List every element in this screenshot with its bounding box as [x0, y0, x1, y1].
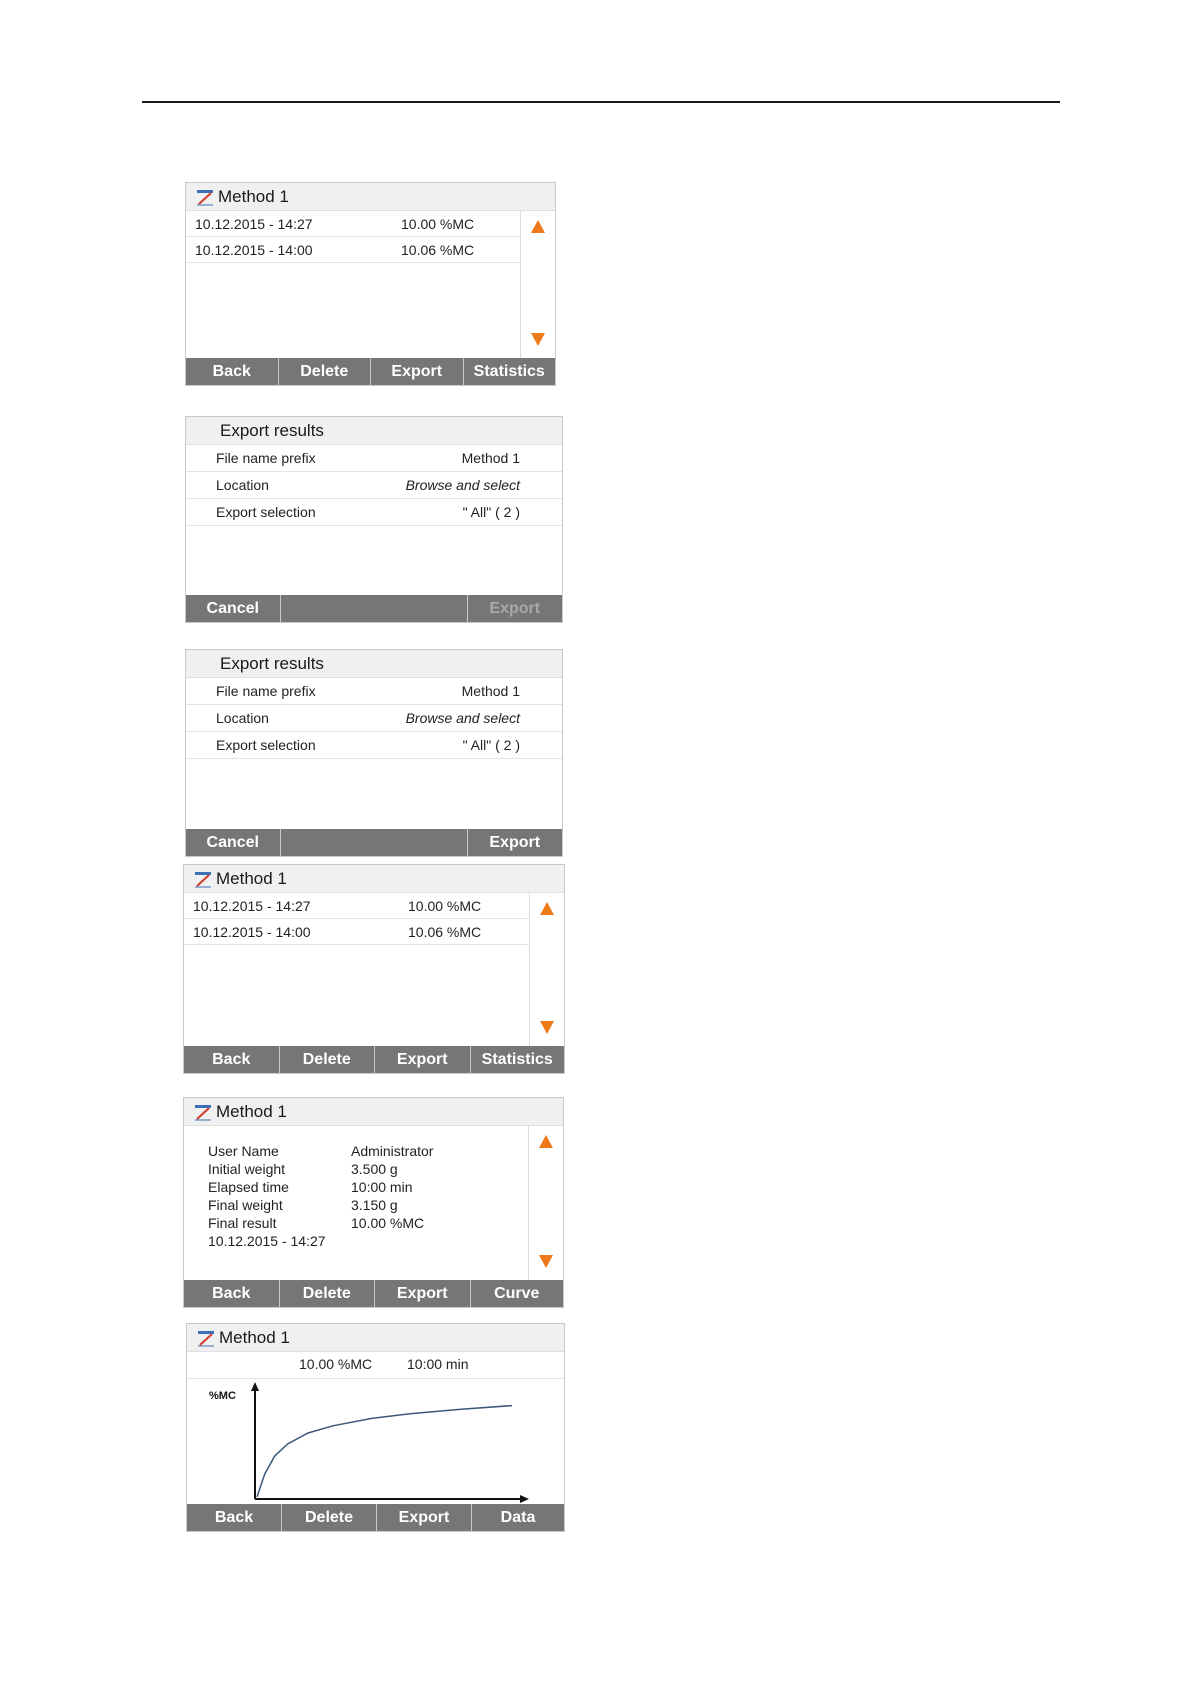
result-value: 10.00 %MC: [408, 897, 482, 914]
row-label: Location: [216, 710, 269, 726]
row-value: Method 1: [461, 450, 520, 466]
button-bar: [184, 1046, 564, 1073]
export-button[interactable]: Export: [489, 833, 541, 851]
screen-header: [187, 1324, 564, 1352]
y-axis-label: %MC: [209, 1390, 236, 1402]
screen-header: [186, 183, 555, 211]
drying-curve-line: [257, 1406, 512, 1497]
final-result-value: 10.00 %MC: [351, 1215, 425, 1231]
drying-curve-chart: [187, 1379, 564, 1506]
result-datetime: 10.12.2015 - 14:00: [193, 923, 311, 940]
row-value: Browse and select: [405, 710, 520, 726]
curve-button[interactable]: Curve: [494, 1284, 540, 1302]
row-label: File name prefix: [216, 450, 316, 466]
scrollbar[interactable]: [520, 211, 555, 358]
delete-button[interactable]: Delete: [280, 1280, 376, 1307]
button-bar: [186, 595, 562, 622]
y-axis-arrow-icon: [251, 1382, 259, 1391]
elapsed-time-label: Elapsed time: [208, 1179, 289, 1195]
cancel-button[interactable]: Cancel: [186, 595, 281, 622]
result-datetime: 10.12.2015 - 14:27: [208, 1233, 326, 1249]
result-row[interactable]: [184, 893, 530, 919]
screen-title: Method 1: [216, 1101, 287, 1121]
final-result-label: Final result: [208, 1215, 277, 1231]
delete-button[interactable]: Delete: [280, 1046, 376, 1073]
row-label: Export selection: [216, 737, 316, 753]
elapsed-time-value: 10:00 min: [407, 1356, 469, 1372]
export-dialog-screen-disabled: [185, 416, 563, 623]
detail-values: [351, 1142, 433, 1232]
result-value: 10.06 %MC: [401, 241, 475, 258]
file-name-prefix-row[interactable]: [186, 445, 562, 472]
delete-button[interactable]: Delete: [279, 358, 372, 385]
curve-summary-row: [187, 1352, 564, 1379]
button-spacer: [281, 595, 468, 622]
method-edit-icon: [197, 1329, 215, 1347]
statistics-button[interactable]: Statistics: [473, 362, 545, 380]
dialog-header: [186, 417, 562, 445]
export-button[interactable]: Export: [371, 358, 464, 385]
export-dialog-screen-enabled: [185, 649, 563, 857]
dialog-title: Export results: [220, 420, 324, 440]
result-datetime: 10.12.2015 - 14:27: [193, 897, 311, 914]
scroll-up-icon[interactable]: [540, 902, 554, 915]
dialog-header: [186, 650, 562, 678]
result-datetime: 10.12.2015 - 14:27: [195, 215, 313, 232]
row-value: Browse and select: [405, 477, 520, 493]
detail-labels: [208, 1142, 326, 1250]
screen-title: Method 1: [219, 1327, 290, 1347]
row-label: File name prefix: [216, 683, 316, 699]
row-value: " All" ( 2 ): [462, 504, 520, 520]
results-list-screen-2: [183, 864, 565, 1074]
result-row[interactable]: [186, 237, 521, 263]
row-label: Export selection: [216, 504, 316, 520]
screen-header: [184, 1098, 563, 1126]
scroll-down-icon[interactable]: [540, 1021, 554, 1034]
user-name-value: Administrator: [351, 1143, 434, 1159]
final-result-value: 10.00 %MC: [299, 1356, 373, 1372]
scrollbar[interactable]: [528, 1126, 563, 1280]
method-edit-icon: [194, 1103, 212, 1121]
final-weight-value: 3.150 g: [351, 1197, 398, 1213]
scroll-up-icon[interactable]: [539, 1135, 553, 1148]
x-axis-arrow-icon: [520, 1495, 529, 1503]
header-rule: [142, 101, 1060, 103]
export-button[interactable]: Export: [375, 1046, 471, 1073]
button-bar: [186, 829, 562, 856]
result-row[interactable]: [184, 919, 530, 945]
export-button-disabled: Export: [489, 599, 541, 617]
export-button[interactable]: Export: [377, 1504, 472, 1531]
button-bar: [184, 1280, 563, 1307]
row-value: " All" ( 2 ): [462, 737, 520, 753]
row-value: Method 1: [461, 683, 520, 699]
screen-header: [184, 865, 564, 893]
result-datetime: 10.12.2015 - 14:00: [195, 241, 313, 258]
result-value: 10.00 %MC: [401, 215, 475, 232]
initial-weight-value: 3.500 g: [351, 1161, 398, 1177]
location-row[interactable]: [186, 705, 562, 732]
result-row[interactable]: [186, 211, 521, 237]
cancel-button[interactable]: Cancel: [186, 829, 281, 856]
final-weight-label: Final weight: [208, 1197, 283, 1213]
file-name-prefix-row[interactable]: [186, 678, 562, 705]
back-button[interactable]: Back: [184, 1280, 280, 1307]
location-row[interactable]: [186, 472, 562, 499]
delete-button[interactable]: Delete: [282, 1504, 377, 1531]
screen-title: Method 1: [218, 186, 289, 206]
initial-weight-label: Initial weight: [208, 1161, 286, 1177]
elapsed-time-value: 10:00 min: [351, 1179, 413, 1195]
statistics-button[interactable]: Statistics: [481, 1050, 553, 1068]
back-button[interactable]: Back: [187, 1504, 282, 1531]
scroll-down-icon[interactable]: [531, 333, 545, 346]
method-edit-icon: [194, 870, 212, 888]
scroll-up-icon[interactable]: [531, 220, 545, 233]
export-button[interactable]: Export: [375, 1280, 471, 1307]
result-detail-screen: [183, 1097, 564, 1308]
button-spacer: [281, 829, 468, 856]
results-list-screen-1: [185, 182, 556, 386]
button-bar: [186, 358, 555, 385]
row-label: Location: [216, 477, 269, 493]
export-selection-row[interactable]: [186, 499, 562, 526]
user-name-label: User Name: [208, 1143, 279, 1159]
curve-screen: [186, 1323, 565, 1532]
export-selection-row[interactable]: [186, 732, 562, 759]
data-button[interactable]: Data: [500, 1508, 536, 1526]
method-edit-icon: [196, 188, 214, 206]
button-bar: [187, 1504, 564, 1531]
result-value: 10.06 %MC: [408, 923, 482, 940]
back-button[interactable]: Back: [186, 358, 279, 385]
scroll-down-icon[interactable]: [539, 1255, 553, 1268]
scrollbar[interactable]: [529, 893, 564, 1046]
screen-title: Method 1: [216, 868, 287, 888]
back-button[interactable]: Back: [184, 1046, 280, 1073]
dialog-title: Export results: [220, 653, 324, 673]
